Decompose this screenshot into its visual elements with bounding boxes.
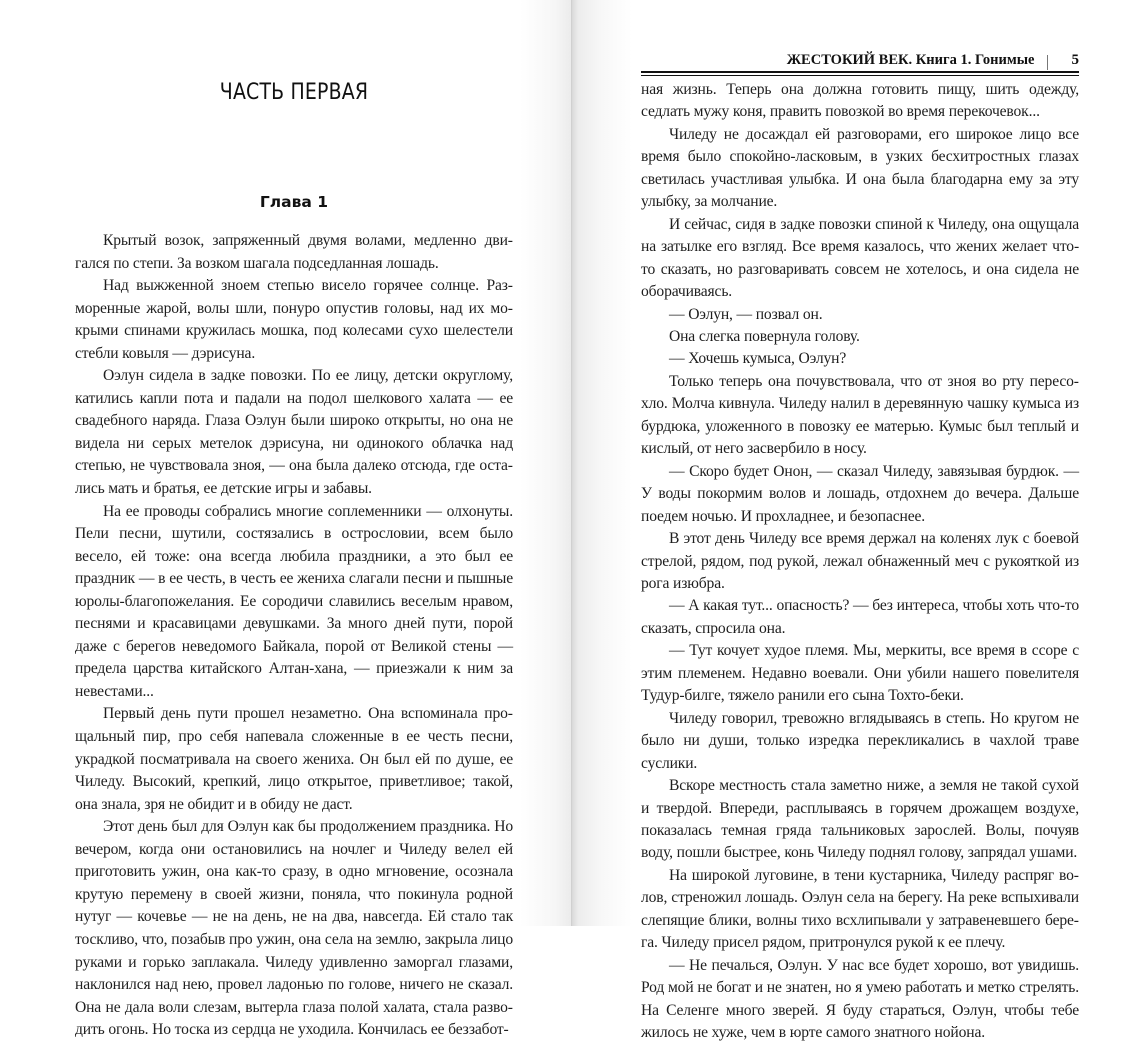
paragraph: Только теперь она почувствовала, что от зноя во рту пересохло. Молча кивнула. Чиледу налил в деревянную чашку кумыса из бурдюка, уложенного в повозку ее матерью. Кумыс был теплый и кислый, от него засвербило в носу.: [641, 372, 1079, 458]
page-number: 5: [1071, 52, 1079, 68]
paragraph: И сейчас, сидя в задке повозки спиной к Чиледу, она ощущала на затылке его взгляд. Все время казалось, что жених желает что-то сказать, но разговаривать совсем не хотелось, и она сидела не оборачиваясь.: [641, 215, 1079, 301]
paragraph: — А какая тут... опасность? — без интереса, чтобы хоть что-то сказать, спросила она.: [641, 597, 1079, 637]
paragraph: — Оэлун, — позвал он.: [669, 305, 823, 323]
running-head-separator: [1047, 55, 1048, 70]
paragraph: В этот день Чиледу все время держал на коленях лук с боевой стрелой, рядом, под рукой, лежал обнаженный меч с рукояткой из рога изюбра.: [641, 530, 1079, 592]
paragraph: Этот день был для Оэлун как бы продолжением праздника. Но вечером, когда они остановились на ночлег и Чиледу велел ей приготовить ужин, она как-то сразу, в одно мгновение, осознала крутую перемену в своей жизни, поняла, что покинула родной нутуг — кочевье — не на день, не на два, навсегда. Ей стало так тоскливо, что, позабыв про ужин, она села на землю, закрыла лицо руками и горько заплакала. Чиледу удивленно заморгал глазами, наклонился над нею, провел ладонью по голове, ничего не сказал. Она не дала воли слезам, вытерла глаза полой халата, стала разводить огонь. Но тоска из сердца не уходила. Кончилась ее беззабот-: [75, 818, 513, 1039]
paragraph: ная жизнь. Теперь она должна готовить пищу, шить одежду, седлать мужу коня, править повозкой во время перекочевок...: [641, 81, 1079, 121]
right-page-body: [641, 79, 1079, 1044]
running-head-title: ЖЕСТОКИЙ ВЕК. Книга 1. Гонимые: [786, 52, 1035, 68]
paragraph: Первый день пути прошел незаметно. Она вспоминала прощальный пир, про себя напевала сложенные в ее честь песни, украдкой посматривала на своего жениха. Он был ей по душе, ее Чиледу. Высокий, крепкий, лицо открытое, приветливое; такой, она знала, зря не обидит и в обиду не даст.: [75, 705, 513, 813]
paragraph: Вскоре местность стала заметно ниже, а земля не такой сухой и твердой. Впереди, расплываясь в горячем дрожащем воздухе, показалась темная гряда тальниковых зарослей. Волы, почуяв воду, пошли быстрее, конь Чиледу поднял голову, запрядал ушами.: [641, 777, 1079, 862]
paragraph: — Тут кочует худое племя. Мы, меркиты, все время в ссоре с этим племенем. Недавно воевали. Они убили нашего повелителя Тудур-билге, тяжело ранили его сына Тохто-беки.: [641, 642, 1079, 705]
paragraph: Над выжженной зноем степью висело горячее солнце. Разморенные жарой, волы шли, понуро опустив головы, над их мокрыми спинами кружилась мошка, под колесами сухо шелестели стебли ковыля — дэрисуна.: [75, 277, 513, 362]
paragraph: Крытый возок, запряженный двумя волами, медленно двигался по степи. За возком шагала подседланная лошадь.: [75, 232, 513, 272]
paragraph: Оэлун сидела в задке повозки. По ее лицу, детски округлому, катились капли пота и падали на подол шелкового халата — ее свадебного наряда. Глаза Оэлун были широко открыты, но она не видела ни серых метелок дэрисуна, ни одинокого облачка над степью, не чувствовала зноя, — она была далеко отсюда, где остались мать и братья, ее детские игры и забавы.: [75, 367, 513, 498]
left-page: [0, 0, 572, 1039]
header-rule: [641, 71, 1079, 76]
running-head: [641, 52, 1079, 72]
paragraph: Она слегка повернула голову.: [669, 327, 860, 345]
chapter-title: Глава 1: [259, 193, 329, 211]
paragraph: — Скоро будет Онон, — сказал Чиледу, завязывая бурдюк. — У воды покормим волов и лошадь, отдохнем до вечера. Дальше поедем ночью. И прохладнее, и безопаснее.: [641, 462, 1079, 525]
page-gutter: [571, 0, 572, 926]
paragraph: Чиледу не досаждал ей разговорами, его широкое лицо все время было спокойно-ласковым, в узких бесхитростных глазах светилась участливая улыбка. И она была благодарна ему за эту улыбку, за молчание.: [641, 125, 1079, 211]
part-title: ЧАСТЬ ПЕРВАЯ: [219, 80, 369, 105]
paragraph: — Хочешь кумыса, Оэлун?: [669, 350, 847, 368]
paragraph: Чиледу говорил, тревожно вглядываясь в степь. Но кругом не было ни души, только изредка перекликались в чахлой траве суслики.: [641, 709, 1079, 772]
paragraph: На ее проводы собрались многие соплеменники — олхонуты. Пели песни, шутили, состязались в острословии, всем было весело, ей тоже: она всегда любила праздники, а это был ее праздник — в ее честь, в честь ее жениха слагали песни и пышные юролы-благопожелания. Ее сородичи славились веселым нравом, песнями и красавицами девушками. За много дней пути, порой даже с берегов неведомого Байкала, порой от Великой стены — предела царства китайского Алтан-хана, — приезжали к ним за невестами...: [75, 502, 513, 700]
left-page-body: [75, 230, 513, 1042]
paragraph: На широкой луговине, в тени кустарника, Чиледу распряг волов, стреножил лошадь. Оэлун села на берегу. На реке вспыхивали слепящие блики, волны тихо всхлипывали у затравеневшего берега. Чиледу присел рядом, притронулся рукой к ее плечу.: [641, 866, 1079, 952]
paragraph: — Не печалься, Оэлун. У нас все будет хорошо, вот увидишь. Род мой не богат и не знатен, но я умею работать и метко стрелять. На Селенге много зверей. Я буду стараться, Оэлун, чтобы тебе жилось не хуже, чем в юрте самого знатного нойона.: [641, 956, 1079, 1042]
